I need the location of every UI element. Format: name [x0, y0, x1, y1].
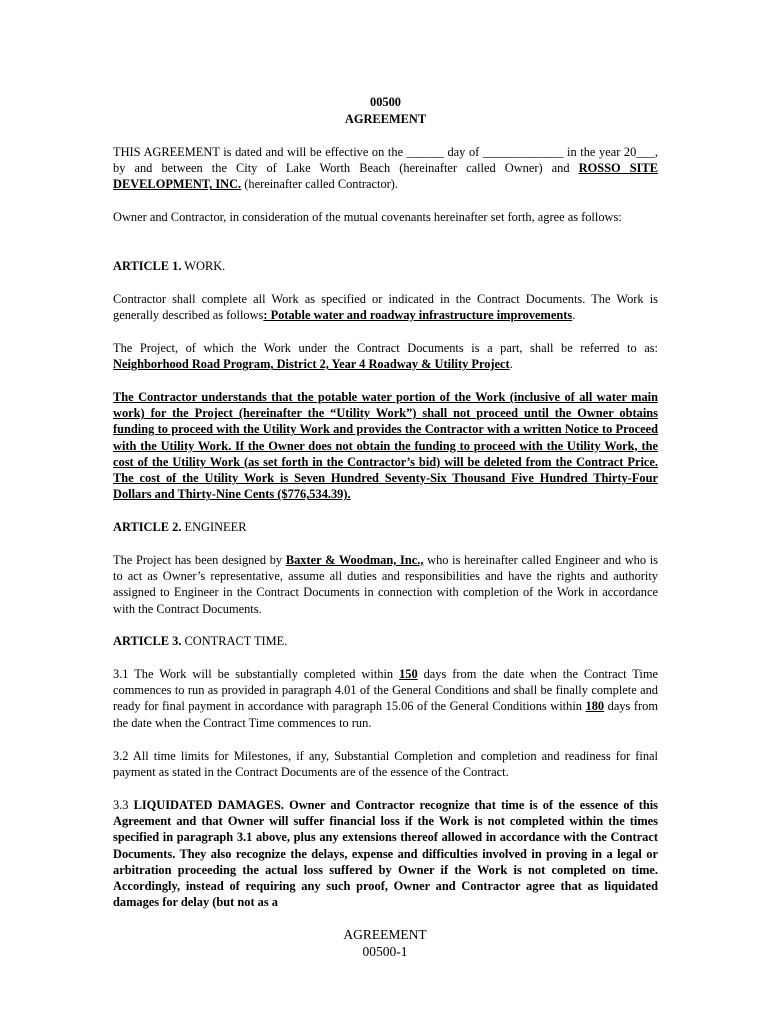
- intro-paragraph: [113, 144, 658, 193]
- article-1-name: WORK.: [181, 259, 226, 273]
- substantial-completion-days: 150: [399, 667, 418, 681]
- article-1-number: ARTICLE 1.: [113, 259, 182, 273]
- article-2-heading: [113, 519, 658, 535]
- project-name: Neighborhood Road Program, District 2, Year 4 Roadway & Utility Project: [113, 357, 510, 372]
- work-description: : Potable water and roadway infrastructure improvements: [263, 308, 573, 323]
- article-2-name: ENGINEER: [181, 520, 247, 534]
- document-title: AGREEMENT: [344, 112, 427, 126]
- footer-page-number: 00500-1: [362, 944, 408, 959]
- intro-text-2: (hereinafter called Contractor).: [241, 177, 399, 192]
- article-3-heading: [113, 633, 658, 649]
- utility-work-paragraph: The Contractor understands that the potable water portion of the Work (inclusive of all water main work) for the Project (hereinafter the “Utility Work”) shall not proceed until the Owner obtains funding to proceed with the Utility Work and provides the Contractor with a written Notice to Proceed with the Utility Work. If the Owner does not obtain the funding to proceed with the Utility Work, the cost of the Utility Work (as set forth in the Contractor’s bid) will be deleted from the Contract Price. The cost of the Utility Work is Seven Hundred Seventy-Six Thousand Five Hundred Thirty-Four Dollars and Thirty-Nine Cents ($776,534.39).: [113, 390, 658, 502]
- section-3-1-text-a: 3.1 The Work will be substantially completed within: [113, 667, 400, 681]
- covenant-paragraph: Owner and Contractor, in consideration of the mutual covenants hereinafter set forth, agree as follows:: [113, 210, 622, 224]
- contractor-name: ROSSO SITE DEVELOPMENT, INC.: [113, 161, 658, 192]
- final-completion-days: 180: [585, 699, 605, 714]
- liquidated-damages-text: LIQUIDATED DAMAGES. Owner and Contractor recognize that time is of the essence of this Agreement and that Owner will suffer financial loss if the Work is not completed within the times specified in paragraph 3.1 above, plus any extensions thereof allowed in accordance with the Contract Documents. They also recognize the delays, expense and difficulties involved in proving in a legal or arbitration proceeding the actual loss suffered by Owner if the Work is not completed on time. Accordingly, instead of requiring any such proof, Owner and Contractor agree that as liquidated damages for delay (but not as a: [113, 798, 658, 910]
- document-number: 00500: [370, 95, 401, 109]
- intro-text-1: THIS AGREEMENT is dated and will be effective on the ______ day of _____________ in the year 20___, by and between the City of Lake Worth Beach (hereinafter called Owner) and: [113, 145, 658, 176]
- article-1-heading: [113, 258, 658, 274]
- article-1-paragraph-1: [113, 291, 658, 323]
- section-3-3-number: 3.3: [113, 798, 134, 812]
- engineer-name: Baxter & Woodman, Inc.,: [285, 553, 424, 567]
- article-3-name: CONTRACT TIME.: [181, 634, 288, 648]
- engineer-paragraph: [113, 552, 658, 617]
- engineer-lead: The Project has been designed by: [113, 553, 286, 567]
- section-3-1: [113, 666, 658, 731]
- section-3-1-text-c: days from the date when the Contract Time commences to run.: [113, 699, 659, 730]
- article-3-number: ARTICLE 3.: [113, 634, 182, 648]
- project-name-lead: The Project, of which the Work under the Contract Documents is a part, shall be referred to as:: [113, 341, 658, 355]
- work-description-end: .: [572, 308, 576, 323]
- section-3-3: [113, 797, 658, 910]
- article-2-number: ARTICLE 2.: [113, 520, 182, 534]
- work-description-lead: Contractor shall complete all Work as specified or indicated in the Contract Documents. The Work is generally described as follows: [113, 292, 658, 323]
- project-name-end: .: [509, 357, 513, 372]
- section-3-2: 3.2 All time limits for Milestones, if any, Substantial Completion and completion and readiness for final payment as stated in the Contract Documents are of the essence of the Contract.: [113, 749, 658, 780]
- footer-title: AGREEMENT: [343, 927, 427, 942]
- article-1-paragraph-2: [113, 340, 658, 372]
- engineer-text: who is hereinafter called Engineer and who is to act as Owner’s representative, assume all duties and responsibilities and have the rights and authority assigned to Engineer in the Contract Documents in connection with completion of the Work in accordance with the Contract Documents.: [113, 553, 658, 616]
- section-3-1-text-b: days from the date when the Contract Time commences to run as provided in paragraph 4.01 of the General Conditions and shall be finally complete and ready for final payment in accordance with paragraph 15.06 of the General Conditions within: [113, 667, 659, 714]
